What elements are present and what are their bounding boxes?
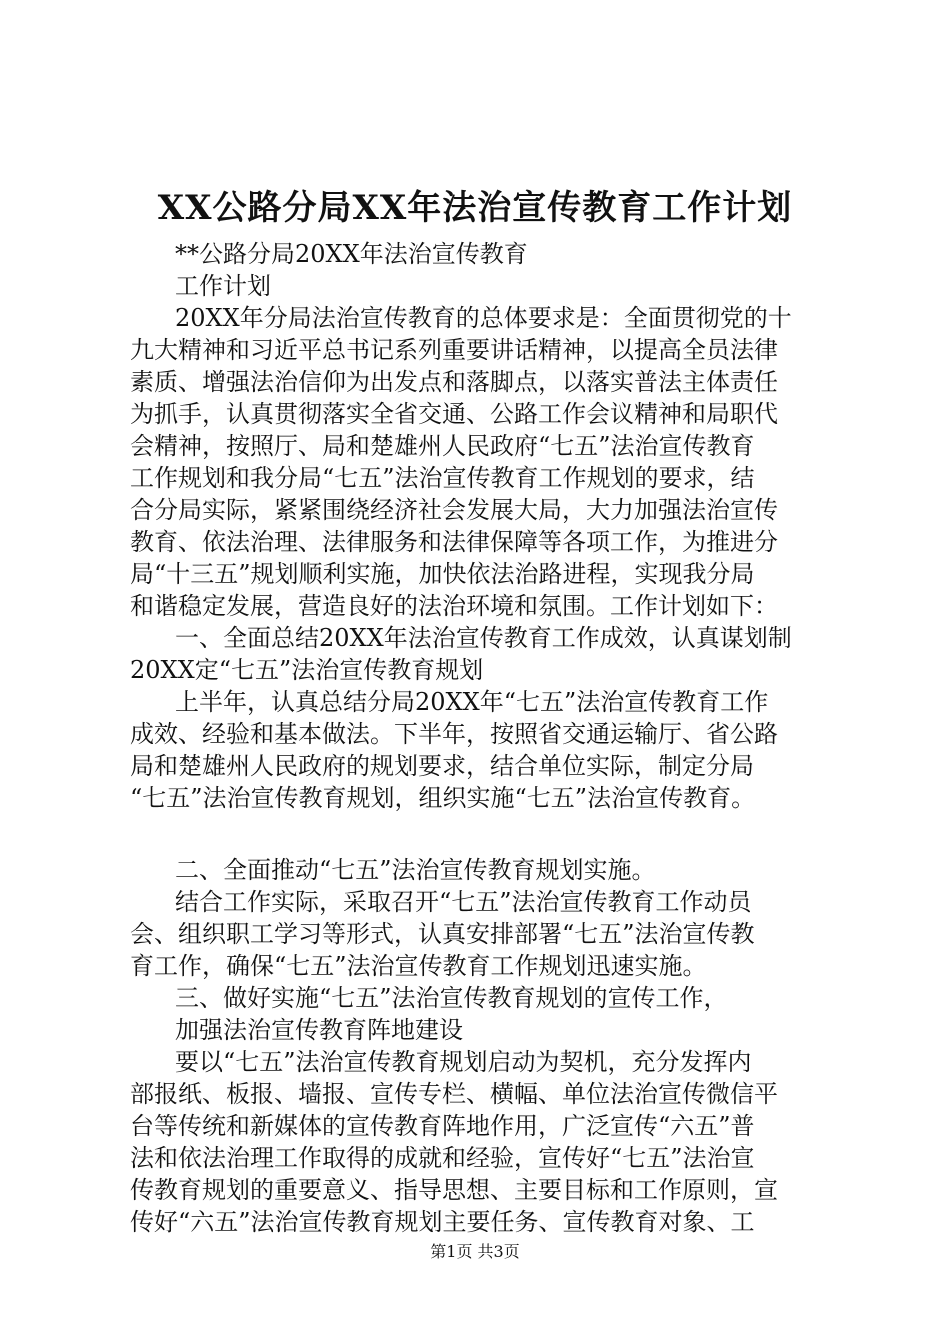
- paragraph-line: 局“十三五”规划顺利实施，加快依法治路进程，实现我分局: [130, 560, 755, 588]
- paragraph-line: 为抓手，认真贯彻落实全省交通、公路工作会议精神和局职代: [130, 400, 778, 428]
- document-title: XX公路分局XX年法治宣传教育工作计划: [157, 188, 793, 228]
- subtitle-line: **公路分局20XX年法治宣传教育: [175, 240, 528, 268]
- page-number-footer: 第1页 共3页: [430, 1242, 520, 1261]
- paragraph-line: 法和依法治理工作取得的成就和经验，宣传好“七五”法治宣: [130, 1144, 755, 1172]
- subtitle-line: 工作计划: [175, 272, 271, 300]
- paragraph-line: 和谐稳定发展，营造良好的法治环境和氛围。工作计划如下：: [130, 592, 778, 620]
- paragraph-line: 结合工作实际，采取召开“七五”法治宣传教育工作动员: [175, 888, 752, 916]
- paragraph-line: 传教育规划的重要意义、指导思想、主要目标和工作原则，宣: [130, 1176, 778, 1204]
- paragraph-line: 会、组织职工学习等形式，认真安排部署“七五”法治宣传教: [130, 920, 755, 948]
- paragraph-line: 九大精神和习近平总书记系列重要讲话精神，以提高全员法律: [130, 336, 778, 364]
- section-heading-line: 加强法治宣传教育阵地建设: [175, 1016, 463, 1044]
- paragraph-line: 台等传统和新媒体的宣传教育阵地作用，广泛宣传“六五”普: [130, 1112, 755, 1140]
- section-heading-line: 三、做好实施“七五”法治宣传教育规划的宣传工作，: [175, 984, 728, 1012]
- section-heading-line: 一、全面总结20XX年法治宣传教育工作成效，认真谋划制: [175, 624, 792, 652]
- section-heading-line: 二、全面推动“七五”法治宣传教育规划实施。: [175, 856, 656, 884]
- paragraph-line: 部报纸、板报、墙报、宣传专栏、横幅、单位法治宣传微信平: [130, 1080, 778, 1108]
- paragraph-line: 教育、依法治理、法律服务和法律保障等各项工作，为推进分: [130, 528, 778, 556]
- paragraph-line: 20XX年分局法治宣传教育的总体要求是：全面贯彻党的十: [175, 304, 792, 332]
- paragraph-line: 工作规划和我分局“七五”法治宣传教育工作规划的要求，结: [130, 464, 755, 492]
- paragraph-line: “七五”法治宣传教育规划，组织实施“七五”法治宣传教育。: [130, 784, 756, 812]
- paragraph-line: 会精神，按照厅、局和楚雄州人民政府“七五”法治宣传教育: [130, 432, 755, 460]
- paragraph-line: 成效、经验和基本做法。下半年，按照省交通运输厅、省公路: [130, 720, 778, 748]
- document-body: [130, 238, 830, 1238]
- paragraph-line: 合分局实际，紧紧围绕经济社会发展大局，大力加强法治宣传: [130, 496, 778, 524]
- paragraph-line: 局和楚雄州人民政府的规划要求，结合单位实际，制定分局: [130, 752, 754, 780]
- paragraph-line: 上半年，认真总结分局20XX年“七五”法治宣传教育工作: [175, 688, 769, 716]
- paragraph-line: 传好“六五”法治宣传教育规划主要任务、宣传教育对象、工: [130, 1208, 755, 1236]
- paragraph-line: 素质、增强法治信仰为出发点和落脚点，以落实普法主体责任: [130, 368, 778, 396]
- blank-line: [130, 814, 830, 854]
- paragraph-line: 育工作，确保“七五”法治宣传教育工作规划迅速实施。: [130, 952, 707, 980]
- paragraph-line: 要以“七五”法治宣传教育规划启动为契机，充分发挥内: [175, 1048, 752, 1076]
- section-heading-line: 20XX定“七五”法治宣传教育规划: [130, 656, 484, 684]
